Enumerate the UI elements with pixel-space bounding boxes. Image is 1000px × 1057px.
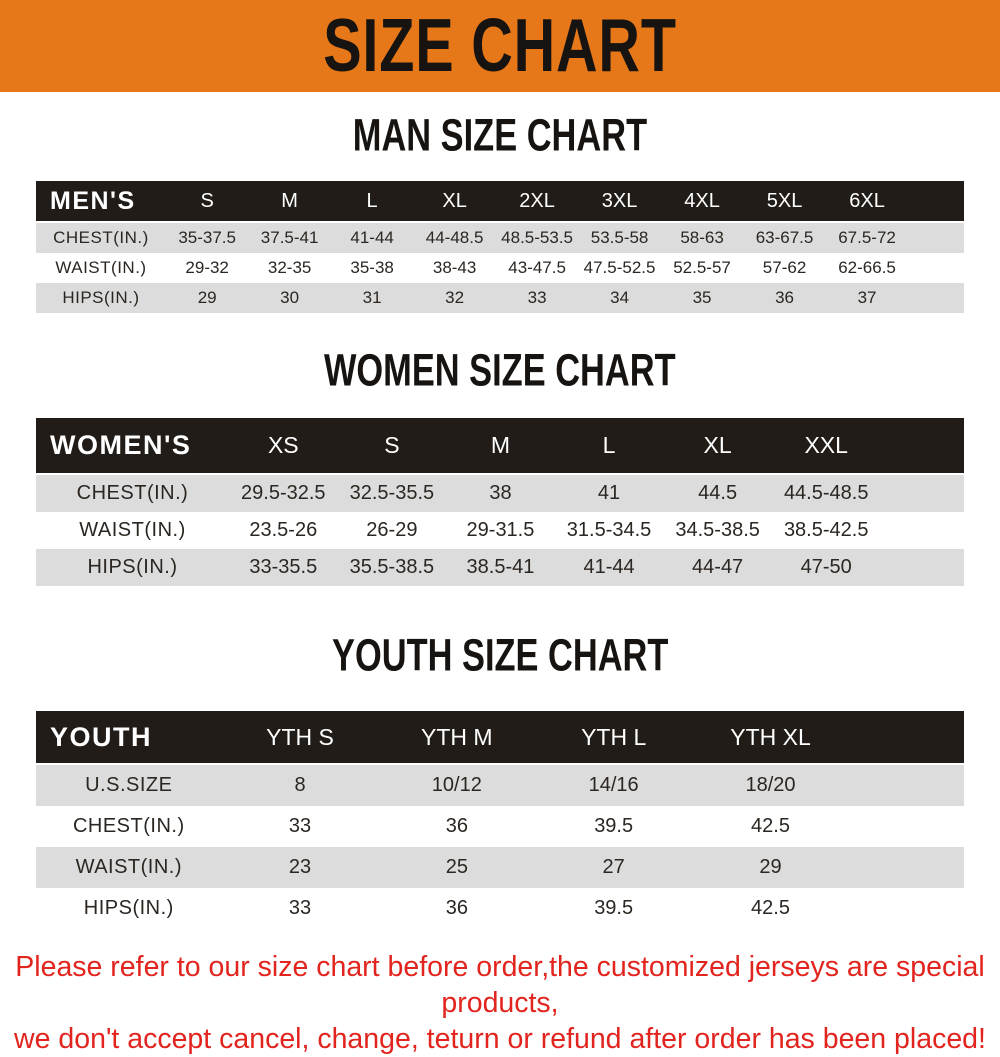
table-header-row — [36, 181, 964, 223]
size-cell: 36 — [445, 897, 468, 919]
table-row — [36, 888, 964, 929]
table-corner-label: MEN'S — [36, 181, 166, 223]
size-column-header: M — [446, 418, 555, 475]
table-corner-label: YOUTH — [36, 711, 222, 765]
row-label: WAIST(IN.) — [55, 258, 147, 277]
size-cell: 23 — [222, 847, 379, 888]
size-cell: 33 — [288, 897, 312, 919]
size-cell: 48.5-53.5 — [496, 223, 578, 253]
size-cell: 42.5 — [751, 897, 790, 919]
row-label: HIPS(IN.) — [36, 549, 229, 586]
size-column-header: L — [555, 418, 664, 475]
table-row — [36, 283, 964, 313]
size-column-header: XL — [663, 418, 772, 475]
spacer-cell — [880, 418, 964, 475]
size-cell: 53.5-58 — [578, 223, 660, 253]
size-cell: 14/16 — [535, 765, 692, 806]
table-row — [36, 847, 964, 888]
spacer-cell — [908, 283, 964, 313]
size-column-header: 3XL — [578, 181, 660, 223]
size-cell: 43-47.5 — [508, 258, 566, 277]
size-column-header: YTH M — [378, 711, 535, 765]
size-column-header: XL — [413, 181, 495, 223]
size-cell: 31 — [331, 283, 413, 313]
size-cell: 44-48.5 — [413, 223, 495, 253]
size-column-header: 6XL — [826, 181, 909, 223]
table-header-row — [36, 418, 964, 475]
men-size-table — [36, 181, 964, 313]
size-cell: 32 — [413, 283, 495, 313]
size-cell: 30 — [248, 283, 330, 313]
size-cell: 32-35 — [267, 258, 312, 277]
youth-section-heading-text: YOUTH SIZE CHART — [331, 630, 669, 682]
size-cell: 63-67.5 — [743, 223, 825, 253]
size-cell: 41-44 — [331, 223, 413, 253]
size-cell: 10/12 — [378, 765, 535, 806]
size-cell: 29 — [166, 283, 248, 313]
size-cell: 33 — [496, 283, 578, 313]
women-section-heading-text: WOMEN SIZE CHART — [324, 345, 676, 397]
size-cell: 38 — [446, 475, 555, 512]
banner-title: SIZE CHART — [323, 4, 677, 88]
row-label: HIPS(IN.) — [83, 897, 174, 919]
size-cell: 29-32 — [185, 258, 229, 277]
size-cell: 44.5 — [663, 475, 772, 512]
section-men — [0, 112, 1000, 313]
spacer-cell — [908, 223, 964, 253]
spacer-cell — [849, 711, 964, 765]
size-cell: 29-31.5 — [466, 519, 535, 541]
table-row — [36, 512, 964, 549]
row-label: CHEST(IN.) — [72, 815, 185, 837]
spacer-cell — [849, 847, 964, 888]
size-cell: 42.5 — [751, 815, 790, 837]
size-cell: 35.5-38.5 — [338, 549, 447, 586]
size-cell: 67.5-72 — [826, 223, 909, 253]
size-column-header: XXL — [772, 418, 881, 475]
size-column-header: L — [331, 181, 413, 223]
size-cell: 39.5 — [594, 897, 634, 919]
spacer-cell — [908, 181, 964, 223]
spacer-cell — [849, 765, 964, 806]
size-cell: 29 — [692, 847, 849, 888]
size-cell: 33-35.5 — [229, 549, 338, 586]
table-row — [36, 475, 964, 512]
size-column-header: S — [338, 418, 447, 475]
size-cell: 27 — [535, 847, 692, 888]
row-label: U.S.SIZE — [36, 765, 222, 806]
table-header-row — [36, 711, 964, 765]
size-cell: 36 — [743, 283, 825, 313]
size-cell: 39.5 — [594, 815, 634, 837]
section-youth — [0, 632, 1000, 929]
row-label: WAIST(IN.) — [79, 519, 186, 541]
size-cell: 36 — [445, 815, 468, 837]
men-section-heading — [0, 112, 1000, 167]
table-row — [36, 549, 964, 586]
size-column-header: 2XL — [496, 181, 578, 223]
spacer-cell — [880, 475, 964, 512]
section-women — [0, 347, 1000, 586]
size-cell: 41 — [555, 475, 664, 512]
size-cell: 35-37.5 — [166, 223, 248, 253]
size-column-header: 5XL — [743, 181, 825, 223]
size-cell: 34.5-38.5 — [675, 519, 760, 541]
disclaimer — [0, 949, 1000, 1057]
size-chart-banner — [0, 0, 1000, 92]
table-row — [36, 223, 964, 253]
size-cell: 31.5-34.5 — [566, 519, 652, 541]
size-column-header: XS — [229, 418, 338, 475]
size-cell: 38.5-41 — [446, 549, 555, 586]
size-cell: 58-63 — [661, 223, 743, 253]
size-cell: 18/20 — [692, 765, 849, 806]
table-corner-label: WOMEN'S — [36, 418, 229, 475]
size-column-header: YTH S — [222, 711, 379, 765]
size-cell: 52.5-57 — [673, 258, 731, 277]
table-row — [36, 765, 964, 806]
size-column-header: YTH L — [535, 711, 692, 765]
size-cell: 47.5-52.5 — [583, 258, 656, 277]
size-cell: 44-47 — [663, 549, 772, 586]
size-cell: 25 — [378, 847, 535, 888]
size-cell: 44.5-48.5 — [772, 475, 881, 512]
size-cell: 41-44 — [555, 549, 664, 586]
youth-section-heading — [0, 632, 1000, 687]
row-label: HIPS(IN.) — [36, 283, 166, 313]
men-section-heading-text: MAN SIZE CHART — [352, 110, 648, 162]
table-row — [36, 253, 964, 283]
row-label: WAIST(IN.) — [36, 847, 222, 888]
size-column-header: YTH XL — [692, 711, 849, 765]
size-cell: 35-38 — [350, 258, 394, 277]
women-size-table — [36, 418, 964, 586]
size-cell: 38.5-42.5 — [783, 519, 869, 541]
size-cell: 38-43 — [432, 258, 477, 277]
spacer-cell — [908, 253, 964, 283]
size-cell: 62-66.5 — [838, 258, 896, 277]
disclaimer-line-2: we don't accept cancel, change, teturn or refund after order has been placed! — [14, 1023, 986, 1055]
size-cell: 23.5-26 — [249, 519, 318, 541]
size-cell: 37 — [826, 283, 909, 313]
size-cell: 8 — [222, 765, 379, 806]
youth-size-table — [36, 711, 964, 929]
row-label: CHEST(IN.) — [36, 475, 229, 512]
size-cell: 29.5-32.5 — [229, 475, 338, 512]
size-cell: 32.5-35.5 — [338, 475, 447, 512]
size-cell: 34 — [578, 283, 660, 313]
row-label: CHEST(IN.) — [36, 223, 166, 253]
table-row — [36, 806, 964, 847]
spacer-cell — [880, 549, 964, 586]
spacer-cell — [880, 512, 964, 549]
spacer-cell — [849, 888, 964, 929]
size-cell: 37.5-41 — [248, 223, 330, 253]
disclaimer-line-1: Please refer to our size chart before order,the customized jerseys are special products, — [15, 951, 985, 1019]
size-cell: 35 — [661, 283, 743, 313]
spacer-cell — [849, 806, 964, 847]
size-cell: 26-29 — [366, 519, 418, 541]
size-cell: 47-50 — [772, 549, 881, 586]
size-column-header: 4XL — [661, 181, 743, 223]
size-column-header: M — [248, 181, 330, 223]
size-cell: 57-62 — [762, 258, 807, 277]
size-cell: 33 — [288, 815, 312, 837]
women-section-heading — [0, 347, 1000, 402]
size-column-header: S — [166, 181, 248, 223]
